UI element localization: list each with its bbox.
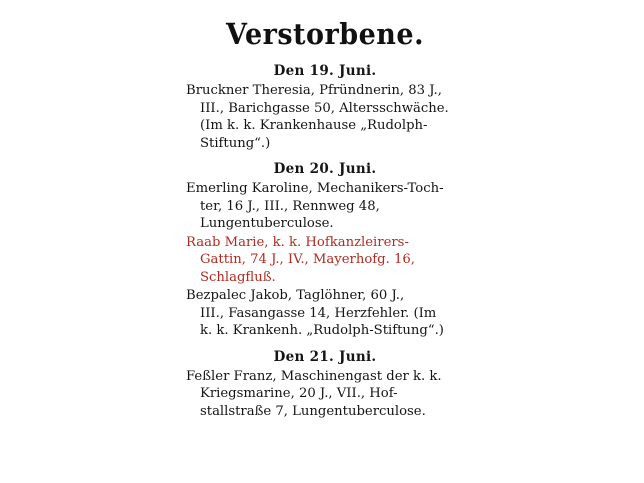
date-heading-2: Den 20. Juni. [273,161,377,177]
entry-line: Stiftung“.) [200,135,271,151]
date-heading-3: Den 21. Juni. [273,348,377,365]
entry-line: Feßler Franz, Maschinengast der k. k. [186,368,442,384]
entry-line: Bruckner Theresia, Pfründnerin, 83 J., [186,83,442,98]
entry-line: III., Fasangasse 14, Herzfehler. (Im [200,305,437,321]
entry-line: (Im k. k. Krankenhause „Rudolph- [200,118,428,133]
page-title: Verstorbene. [225,18,425,52]
entry-line: Emerling Karoline, Mechanikers-Toch- [186,181,444,196]
entry-line: ter, 16 J., III., Rennweg 48, [200,198,380,214]
entry-line: k. k. Krankenh. „Rudolph-Stiftung“.) [200,323,444,338]
entry-line: Bezpalec Jakob, Taglöhner, 60 J., [186,288,405,303]
entry-line: Gattin, 74 J., IV., Mayerhofg. 16, [200,252,415,267]
death-notice-entry [186,368,464,421]
newspaper-column [186,18,464,465]
date-heading-1: Den 19. Juni. [273,63,377,79]
entry-line: Lungentuberculose. [200,216,334,231]
death-notice-entry-highlighted [186,234,464,287]
entry-line: stallstraße 7, Lungentuberculose. [200,403,426,419]
death-notice-entry [186,287,464,340]
entry-line: Schlagfluß. [200,269,276,285]
death-notice-entry [186,180,464,233]
entry-line: Kriegsmarine, 20 J., VII., Hof- [200,386,398,401]
death-notice-entry [186,82,464,152]
entry-line: Raab Marie, k. k. Hofkanzleirers- [186,234,409,250]
entry-line: III., Barichgasse 50, Altersschwäche. [200,100,449,116]
